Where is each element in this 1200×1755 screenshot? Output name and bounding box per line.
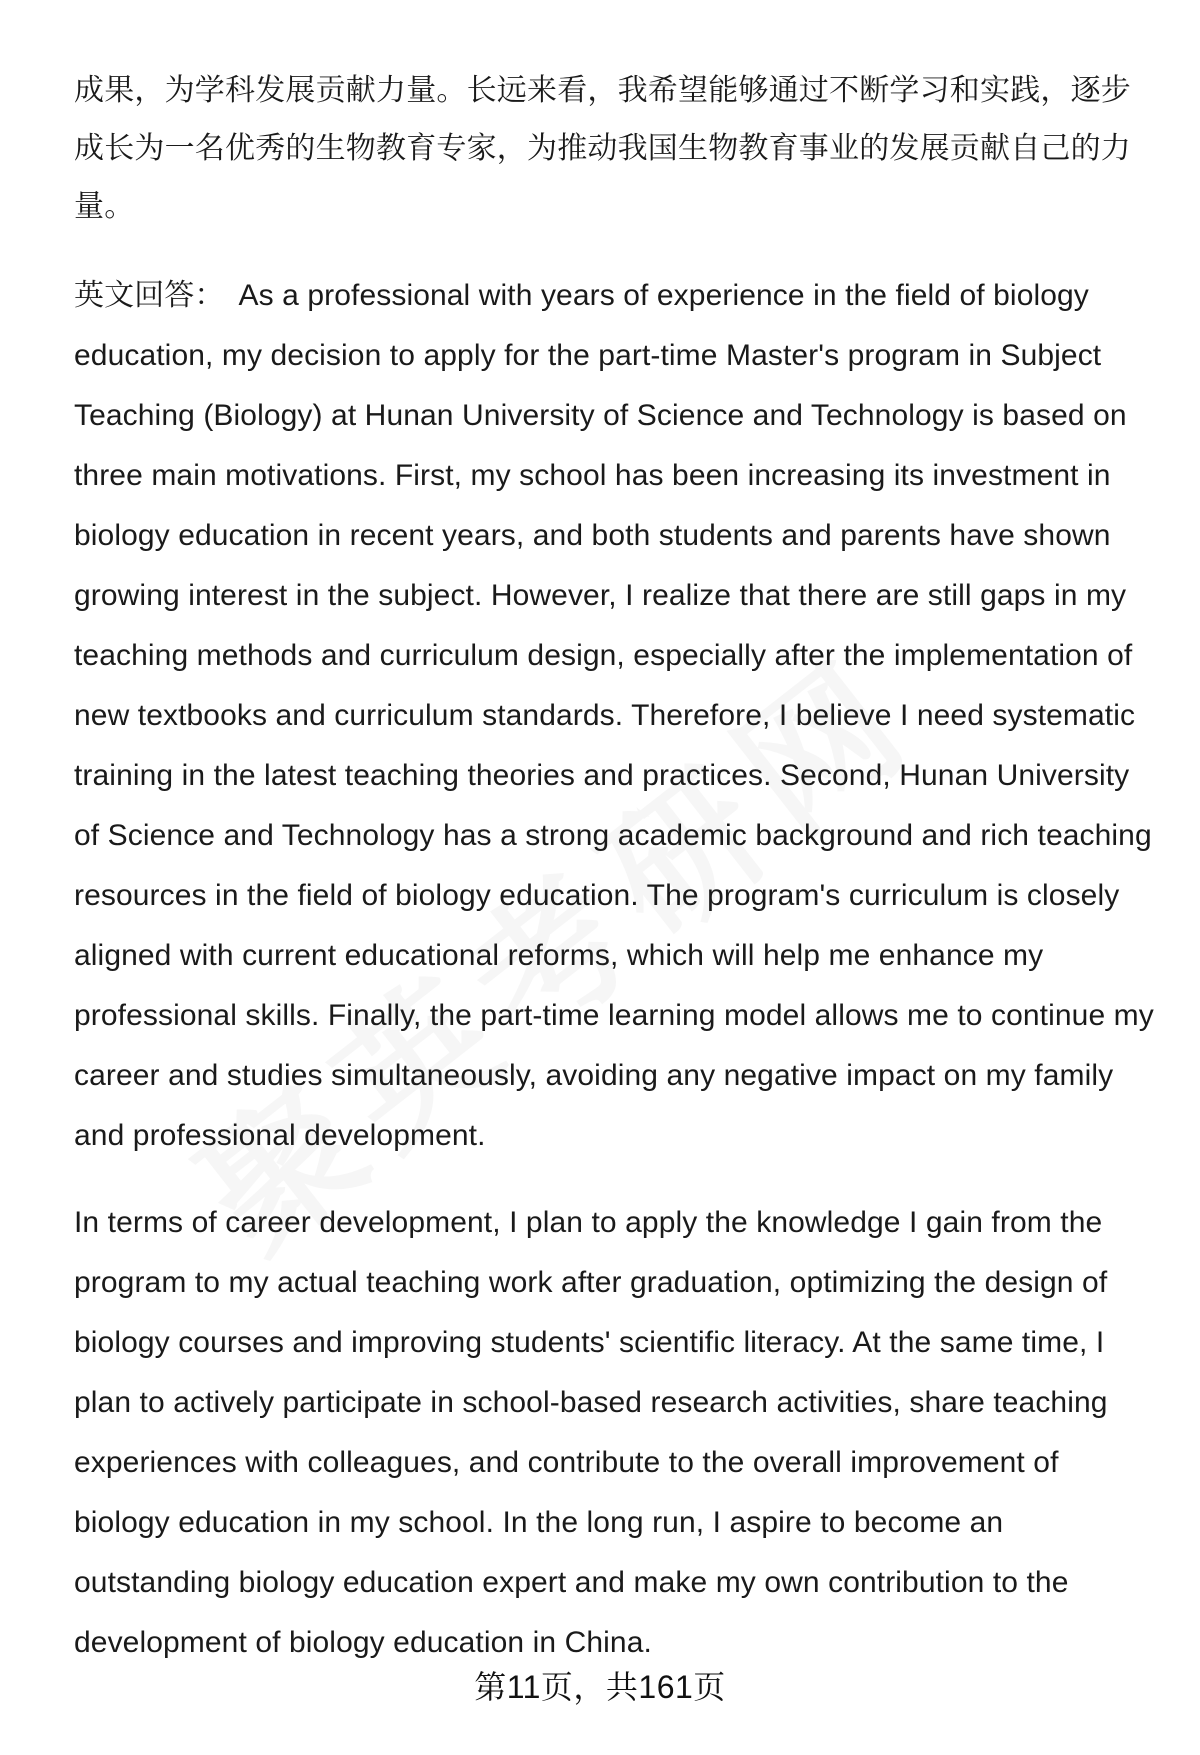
page-indicator: 第11页，共161页: [474, 1669, 726, 1705]
english-paragraph-1-text: As a professional with years of experience in the field of biology education, my decision to apply for the part-time Master's program in Subject Teaching (Biology) at Hunan University of Science and Technology is based on three main motivations. First, my school has been increasing its investment in biology education in recent years, and both students and parents have shown growing interest in the subject. However, I realize that there are still gaps in my teaching methods and curriculum design, especially after the implementation of new textbooks and curriculum standards. Therefore, I believe I need systematic training in the latest teaching theories and practices. Second, Hunan University of Science and Technology has a strong academic background and rich teaching resources in the field of biology education. The program's curriculum is closely aligned with current educational reforms, which will help me enhance my professional skills. Finally, the part-time learning model allows me to continue my career and studies simultaneously, avoiding any negative impact on my family and professional development.: [74, 279, 1154, 1152]
document-page: [74, 62, 1156, 1673]
chinese-paragraph: 成果，为学科发展贡献力量。长远来看，我希望能够通过不断学习和实践，逐步成长为一名优秀的生物教育专家，为推动我国生物教育事业的发展贡献自己的力量。: [74, 74, 1131, 223]
english-paragraph-1: [74, 266, 1156, 1166]
english-answer-label: 英文回答：: [74, 279, 225, 312]
english-paragraph-2: In terms of career development, I plan to apply the knowledge I gain from the program to my actual teaching work after graduation, optimizing the design of biology courses and improving students' scientific literacy. At the same time, I plan to actively participate in school-based research activities, share teaching experiences with colleagues, and contribute to the overall improvement of biology education in my school. In the long run, I aspire to become an outstanding biology education expert and make my own contribution to the development of biology education in China.: [74, 1206, 1108, 1659]
